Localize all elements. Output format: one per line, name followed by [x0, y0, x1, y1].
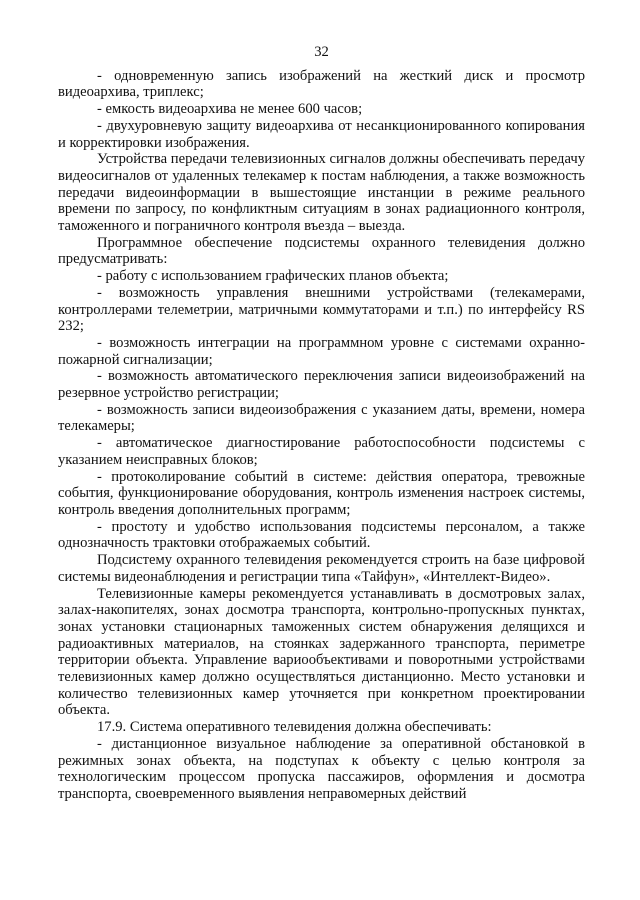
- list-item-simultaneous-recording: - одновременную запись изображений на жесткий диск и просмотр видеоархива, триплекс;: [58, 67, 585, 101]
- list-item-remote-observation: - дистанционное визуальное наблюдение за оперативной обстановкой в режимных зонах объекта, на подступах к объекту с целью контроля за технологическим процессом пропуска пассажиров, оформления и досмотра транспорта, своевременного выявления неправомерных действий: [58, 735, 585, 802]
- paragraph-camera-placement: Телевизионные камеры рекомендуется устанавливать в досмотровых залах, залах-накопителях, зонах досмотра транспорта, контрольно-пропускных пунктах, зонах установки стационарных таможенных систем обнаружения делящихся и радиоактивных материалов, на стоянках задержанного транспорта, периметре территории объекта. Управление вариообъективами и поворотными устройствами телевизионных камер должно осуществляться дистанционно. Место установки и количество телевизионных камер уточняется при конкретном проектировании объекта.: [58, 585, 585, 719]
- paragraph-digital-system: Подсистему охранного телевидения рекомендуется строить на базе цифровой системы видеонаблюдения и регистрации типа «Тайфун», «Интеллект-Видео».: [58, 552, 585, 585]
- list-item-usability: - простоту и удобство использования подсистемы персоналом, а также однозначность трактовки отображаемых событий.: [58, 518, 585, 552]
- section-heading-17-9: 17.9. Система оперативного телевидения должна обеспечивать:: [97, 719, 492, 736]
- list-item-timestamp-recording: - возможность записи видеоизображения с указанием даты, времени, номера телекамеры;: [58, 401, 585, 435]
- list-item-event-logging: - протоколирование событий в системе: действия оператора, тревожные события, функционирование оборудования, контроль изменения настроек системы, контроль введения дополнительных программ;: [58, 468, 585, 518]
- paragraph-transmission-devices: Устройства передачи телевизионных сигналов должны обеспечивать передачу видеосигналов от удаленных телекамер к постам наблюдения, а также возможность передачи видеоинформации в вышестоящие инстанции в режиме реального времени по запросу, по конфликтным ситуациям в зонах радиационного контроля, таможенного и пограничного контроля въезда – выезда.: [58, 151, 585, 235]
- paragraph-software-requirements: Программное обеспечение подсистемы охранного телевидения должно предусматривать:: [58, 234, 585, 268]
- page-number: 32: [314, 44, 329, 60]
- list-item-diagnostics: - автоматическое диагностирование работоспособности подсистемы с указанием неисправных блоков;: [58, 435, 585, 468]
- list-item-graphic-plans: - работу с использованием графических планов объекта;: [97, 268, 449, 285]
- list-item-external-devices: - возможность управления внешними устройствами (телекамерами, контроллерами телеметрии, матричными коммутаторами и т.п.) по интерфейсу RS 232;: [58, 284, 585, 335]
- list-item-archive-capacity: - емкость видеоархива не менее 600 часов;: [97, 101, 363, 118]
- list-item-archive-protection: - двухуровневую защиту видеоархива от несанкционированного копирования и корректировки изображения.: [58, 117, 585, 151]
- list-item-fire-alarm-integration: - возможность интеграции на программном уровне с системами охранно-пожарной сигнализации;: [58, 334, 585, 368]
- list-item-backup-recording: - возможность автоматического переключения записи видеоизображений на резервное устройство регистрации;: [58, 368, 585, 402]
- document-page: [58, 44, 585, 803]
